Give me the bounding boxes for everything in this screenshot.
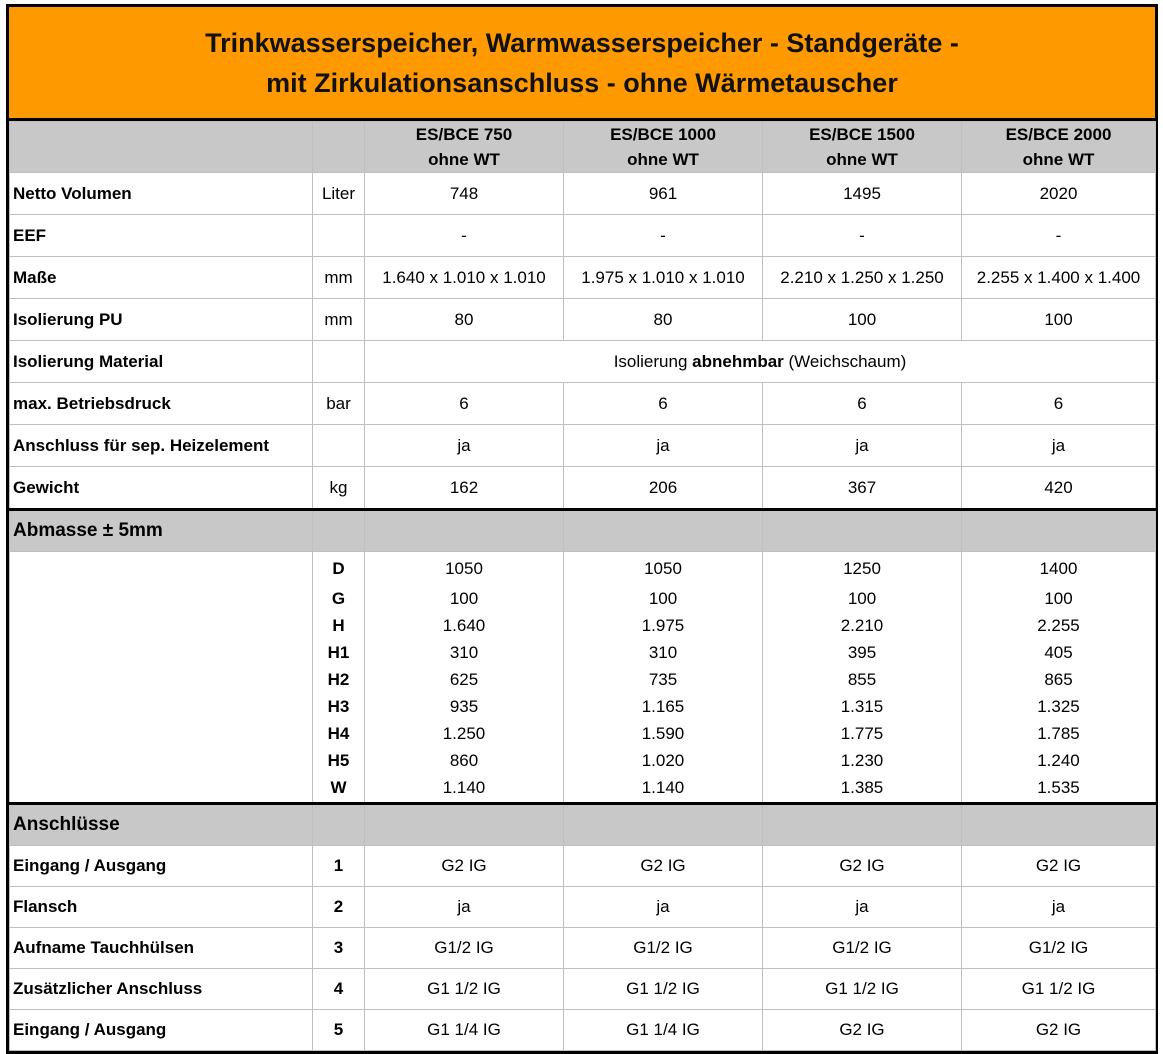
dimension-value: 1.385 (763, 774, 962, 804)
spec-unit: kg (313, 467, 365, 510)
dimension-blank (10, 774, 313, 804)
dimension-key: D (313, 552, 365, 586)
connections-section-header (10, 804, 1156, 846)
dimension-value: 1050 (564, 552, 763, 586)
dimension-value: 1.250 (365, 720, 564, 747)
dimension-value: 405 (962, 639, 1156, 666)
dimension-value: 1.165 (564, 693, 763, 720)
spec-value: - (564, 215, 763, 257)
spec-sheet (6, 4, 1158, 1054)
dimension-row (10, 747, 1156, 774)
dimension-row (10, 552, 1156, 586)
dimension-row (10, 774, 1156, 804)
spec-value: 6 (763, 383, 962, 425)
spec-value: - (365, 215, 564, 257)
dimension-value: 395 (763, 639, 962, 666)
dimension-key: H3 (313, 693, 365, 720)
connection-row (10, 928, 1156, 969)
dimension-value: 1.785 (962, 720, 1156, 747)
connection-label: Aufname Tauchhülsen (10, 928, 313, 969)
connection-row (10, 846, 1156, 887)
connection-value: ja (564, 887, 763, 928)
spec-value: 162 (365, 467, 564, 510)
dimension-value: 310 (365, 639, 564, 666)
dimension-value: 1.975 (564, 612, 763, 639)
spec-value: - (962, 215, 1156, 257)
dimension-value: 1.230 (763, 747, 962, 774)
dimension-value: 100 (365, 585, 564, 612)
dimension-value: 1.590 (564, 720, 763, 747)
dimension-value: 1.315 (763, 693, 962, 720)
spec-row (10, 383, 1156, 425)
spec-merged-value (365, 341, 1156, 383)
spec-value: 6 (962, 383, 1156, 425)
spec-value: ja (564, 425, 763, 467)
title-banner (9, 7, 1155, 121)
section-blank-cell (962, 510, 1156, 552)
connection-key: 1 (313, 846, 365, 887)
connection-value: ja (763, 887, 962, 928)
connection-key: 3 (313, 928, 365, 969)
spec-value: 206 (564, 467, 763, 510)
dimension-blank (10, 720, 313, 747)
model-name: ES/BCE 1000 (610, 125, 716, 144)
dimension-value: 1.640 (365, 612, 564, 639)
spec-value: 420 (962, 467, 1156, 510)
dimension-blank (10, 639, 313, 666)
spec-value: 1495 (763, 173, 962, 215)
model-sub: ohne WT (1022, 150, 1095, 169)
dimension-value: 1.775 (763, 720, 962, 747)
connection-value: G1 1/4 IG (564, 1010, 763, 1051)
section-blank-cell (365, 510, 564, 552)
dimension-blank (10, 693, 313, 720)
model-sub: ohne WT (826, 150, 898, 169)
dimension-key: W (313, 774, 365, 804)
section-blank-cell (313, 510, 365, 552)
spec-value: 367 (763, 467, 962, 510)
dimension-key: G (313, 585, 365, 612)
title-line-2: mit Zirkulationsanschluss - ohne Wärmetauscher (266, 67, 898, 98)
connection-row (10, 1010, 1156, 1051)
connection-value: G1 1/2 IG (763, 969, 962, 1010)
dimension-key: H4 (313, 720, 365, 747)
model-header (763, 122, 962, 173)
spec-value: 100 (962, 299, 1156, 341)
connection-value: G1/2 IG (962, 928, 1156, 969)
spec-value: 1.640 x 1.010 x 1.010 (365, 257, 564, 299)
connection-value: G2 IG (763, 1010, 962, 1051)
spec-value: 1.975 x 1.010 x 1.010 (564, 257, 763, 299)
dimensions-section-header (10, 510, 1156, 552)
dimension-value: 100 (763, 585, 962, 612)
connection-row (10, 887, 1156, 928)
dimension-key: H2 (313, 666, 365, 693)
model-sub: ohne WT (428, 150, 500, 169)
connection-value: ja (365, 887, 564, 928)
spec-row (10, 173, 1156, 215)
connection-label: Zusätzlicher Anschluss (10, 969, 313, 1010)
spec-unit (313, 425, 365, 467)
spec-table-body (10, 122, 1156, 1051)
dimension-value: 860 (365, 747, 564, 774)
spec-value: - (763, 215, 962, 257)
dimension-row (10, 612, 1156, 639)
connection-value: G1 1/2 IG (962, 969, 1156, 1010)
dimension-row (10, 666, 1156, 693)
connection-value: G2 IG (564, 846, 763, 887)
spec-label: Anschluss für sep. Heizelement (10, 425, 313, 467)
dimension-value: 1400 (962, 552, 1156, 586)
dimension-row (10, 720, 1156, 747)
dimension-value: 2.255 (962, 612, 1156, 639)
dimension-blank (10, 585, 313, 612)
spec-unit (313, 215, 365, 257)
connection-key: 2 (313, 887, 365, 928)
spec-value: ja (365, 425, 564, 467)
connection-value: ja (962, 887, 1156, 928)
dimension-key: H5 (313, 747, 365, 774)
dimension-value: 625 (365, 666, 564, 693)
spec-value: 6 (564, 383, 763, 425)
title-line-1: Trinkwasserspeicher, Warmwasserspeicher - Standgeräte - (205, 27, 959, 58)
dimension-value: 100 (564, 585, 763, 612)
spec-row (10, 299, 1156, 341)
dimension-key: H (313, 612, 365, 639)
section-blank-cell (763, 510, 962, 552)
connection-label: Eingang / Ausgang (10, 1010, 313, 1051)
header-empty-unit (313, 122, 365, 173)
spec-row (10, 341, 1156, 383)
model-name: ES/BCE 2000 (1005, 125, 1112, 144)
spec-label: Netto Volumen (10, 173, 313, 215)
connection-value: G1/2 IG (365, 928, 564, 969)
dimension-value: 1050 (365, 552, 564, 586)
spec-table (9, 121, 1156, 1051)
dimension-blank (10, 612, 313, 639)
dimension-value: 1.140 (564, 774, 763, 804)
connection-value: G2 IG (962, 1010, 1156, 1051)
section-blank-cell (962, 804, 1156, 846)
dimension-value: 865 (962, 666, 1156, 693)
dimension-value: 1.325 (962, 693, 1156, 720)
dimension-row (10, 585, 1156, 612)
spec-unit: bar (313, 383, 365, 425)
connection-key: 4 (313, 969, 365, 1010)
spec-row (10, 425, 1156, 467)
dimension-row (10, 693, 1156, 720)
connection-value: G1/2 IG (564, 928, 763, 969)
dimension-blank (10, 552, 313, 586)
spec-value: 2.210 x 1.250 x 1.250 (763, 257, 962, 299)
connection-label: Flansch (10, 887, 313, 928)
dimension-value: 1.020 (564, 747, 763, 774)
spec-value: 961 (564, 173, 763, 215)
dimension-value: 735 (564, 666, 763, 693)
section-label: Anschlüsse (10, 804, 313, 846)
spec-value: ja (763, 425, 962, 467)
model-name: ES/BCE 750 (415, 125, 513, 144)
connection-value: G2 IG (365, 846, 564, 887)
spec-value: 2020 (962, 173, 1156, 215)
spec-row (10, 257, 1156, 299)
spec-row (10, 467, 1156, 510)
merged-text-after: (Weichschaum) (783, 351, 907, 371)
header-empty-label (10, 122, 313, 173)
spec-unit: Liter (313, 173, 365, 215)
merged-text-bold: abnehmbar (692, 351, 784, 371)
section-blank-cell (564, 804, 763, 846)
dimension-value: 2.210 (763, 612, 962, 639)
dimension-value: 1250 (763, 552, 962, 586)
dimension-value: 935 (365, 693, 564, 720)
spec-unit: mm (313, 257, 365, 299)
dimension-value: 855 (763, 666, 962, 693)
dimension-blank (10, 666, 313, 693)
spec-unit: mm (313, 299, 365, 341)
dimension-key: H1 (313, 639, 365, 666)
dimension-value: 1.140 (365, 774, 564, 804)
model-header (365, 122, 564, 173)
spec-value: 748 (365, 173, 564, 215)
dimension-value: 100 (962, 585, 1156, 612)
connection-value: G1 1/2 IG (365, 969, 564, 1010)
spec-label: Gewicht (10, 467, 313, 510)
spec-row (10, 215, 1156, 257)
model-header-row (10, 122, 1156, 173)
spec-label: Isolierung PU (10, 299, 313, 341)
model-header (564, 122, 763, 173)
model-sub: ohne WT (627, 150, 699, 169)
model-header (962, 122, 1156, 173)
spec-label: max. Betriebsdruck (10, 383, 313, 425)
merged-text-before: Isolierung (613, 351, 693, 371)
spec-value: 2.255 x 1.400 x 1.400 (962, 257, 1156, 299)
connection-value: G1/2 IG (763, 928, 962, 969)
section-blank-cell (763, 804, 962, 846)
connection-label: Eingang / Ausgang (10, 846, 313, 887)
spec-value: 100 (763, 299, 962, 341)
connection-value: G2 IG (962, 846, 1156, 887)
dimension-blank (10, 747, 313, 774)
spec-label: Isolierung Material (10, 341, 313, 383)
spec-value: 80 (564, 299, 763, 341)
section-blank-cell (365, 804, 564, 846)
section-blank-cell (564, 510, 763, 552)
spec-value: 6 (365, 383, 564, 425)
model-name: ES/BCE 1500 (809, 125, 915, 144)
dimension-value: 310 (564, 639, 763, 666)
spec-value: ja (962, 425, 1156, 467)
section-blank-cell (313, 804, 365, 846)
spec-value: 80 (365, 299, 564, 341)
spec-unit (313, 341, 365, 383)
connection-key: 5 (313, 1010, 365, 1051)
connection-row (10, 969, 1156, 1010)
connection-value: G1 1/2 IG (564, 969, 763, 1010)
spec-label: EEF (10, 215, 313, 257)
section-label: Abmasse ± 5mm (10, 510, 313, 552)
dimension-row (10, 639, 1156, 666)
connection-value: G1 1/4 IG (365, 1010, 564, 1051)
spec-label: Maße (10, 257, 313, 299)
dimension-value: 1.535 (962, 774, 1156, 804)
connection-value: G2 IG (763, 846, 962, 887)
dimension-value: 1.240 (962, 747, 1156, 774)
